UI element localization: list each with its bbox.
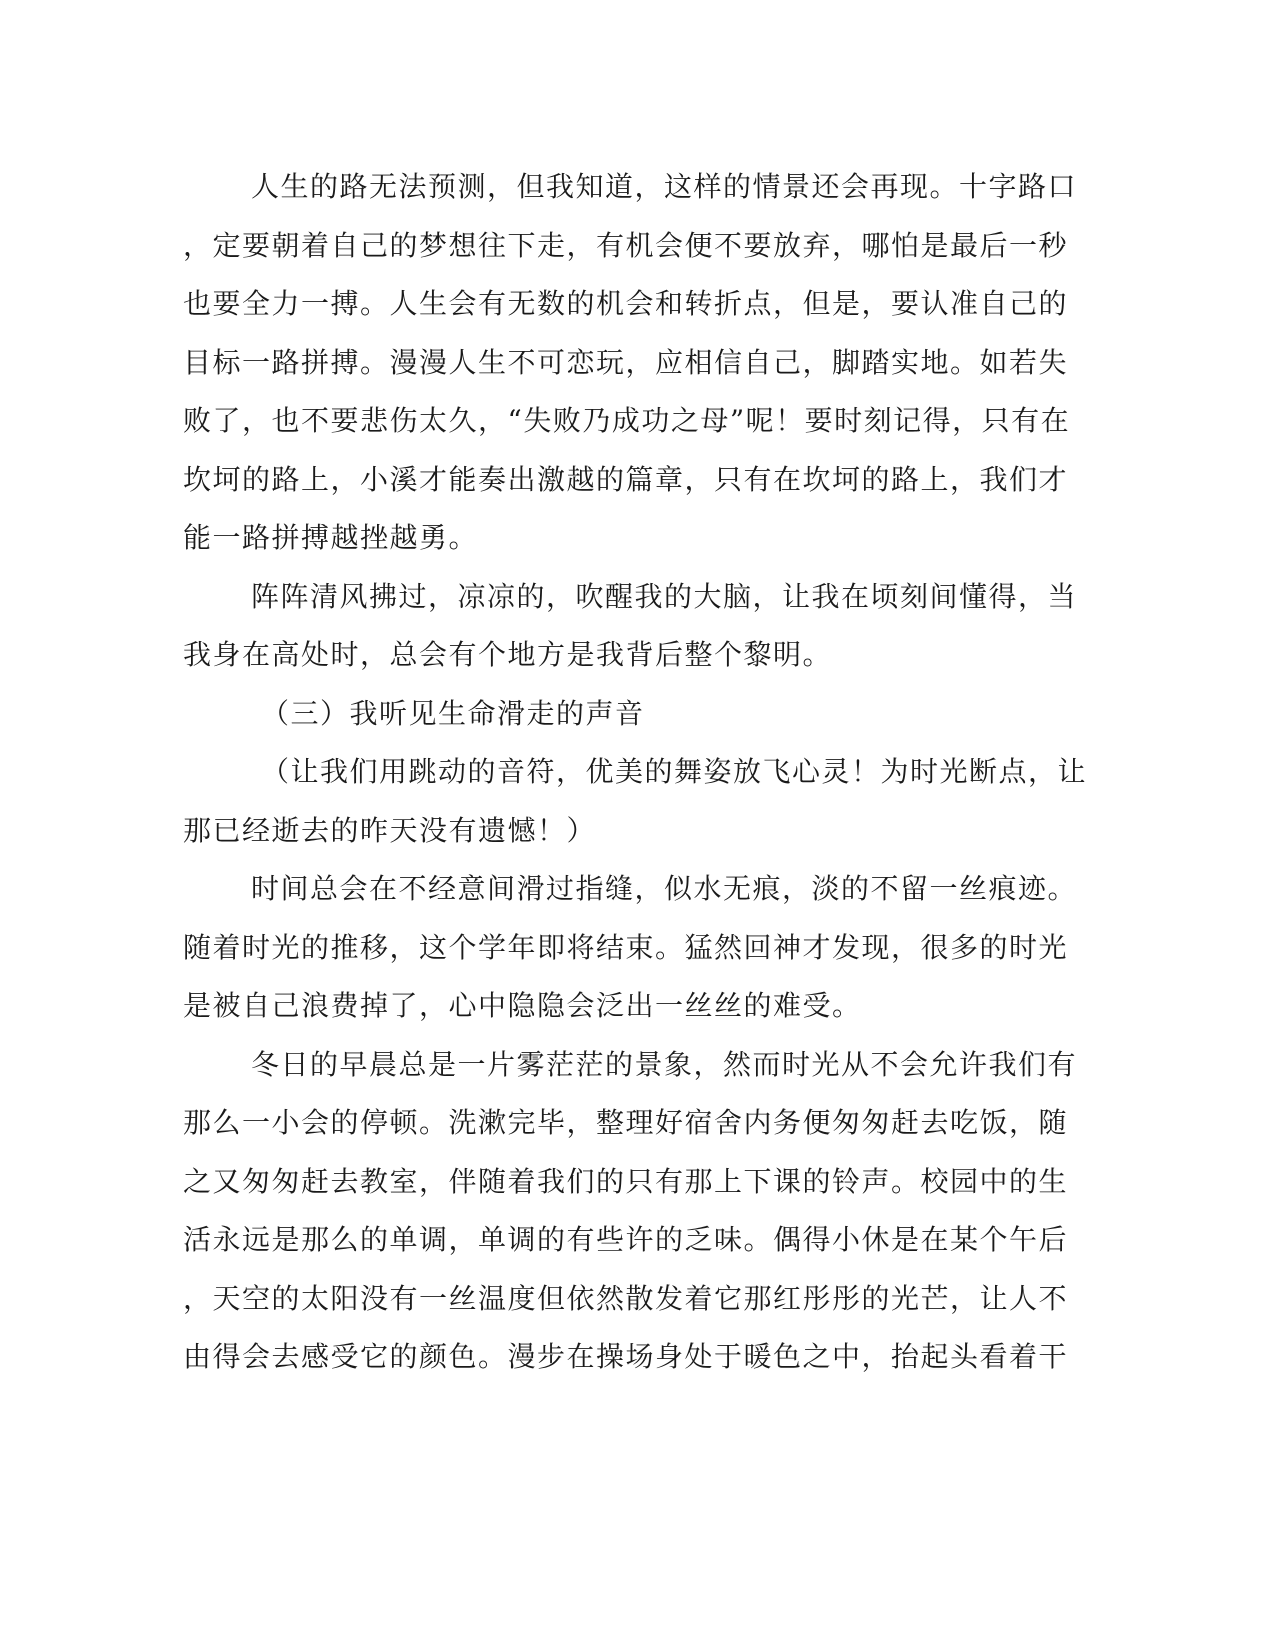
paragraph-line: 冬日的早晨总是一片雾茫茫的景象，然而时光从不会允许我们有 xyxy=(251,1047,1078,1081)
paragraph-line: 是被自己浪费掉了，心中隐隐会泛出一丝丝的难受。 xyxy=(183,989,862,1022)
section-heading: （三）我听见生命滑走的声音 xyxy=(261,696,645,730)
paragraph-line: 目标一路拼搏。漫漫人生不可恋玩，应相信自己，脚踏实地。如若失 xyxy=(183,345,1069,379)
paragraph-line: （让我们用跳动的音符，优美的舞姿放飞心灵！为时光断点，让 xyxy=(261,755,1088,788)
paragraph-line: 由得会去感受它的颜色。漫步在操场身处于暖色之中，抬起头看着干 xyxy=(183,1340,1069,1373)
paragraph-line: 能一路拼搏越挫越勇。 xyxy=(183,521,479,554)
paragraph-line: 人生的路无法预测，但我知道，这样的情景还会再现。十字路口 xyxy=(251,170,1078,203)
paragraph-line: 之又匆匆赶去教室，伴随着我们的只有那上下课的铃声。校园中的生 xyxy=(183,1164,1069,1198)
paragraph-line: 时间总会在不经意间滑过指缝，似水无痕，淡的不留一丝痕迹。 xyxy=(251,872,1078,905)
paragraph-line: 阵阵清风拂过，凉凉的，吹醒我的大脑，让我在顷刻间懂得，当 xyxy=(251,579,1078,613)
paragraph-line: 随着时光的推移，这个学年即将结束。猛然回神才发现，很多的时光 xyxy=(183,930,1069,964)
paragraph-line: ，天空的太阳没有一丝温度但依然散发着它那红彤彤的光芒，让人不 xyxy=(183,1281,1069,1315)
paragraph-line: 那么一小会的停顿。洗漱完毕，整理好宿舍内务便匆匆赶去吃饭，随 xyxy=(183,1106,1069,1139)
paragraph-line: 那已经逝去的昨天没有遗憾！） xyxy=(183,813,597,847)
paragraph-line: 也要全力一搏。人生会有无数的机会和转折点，但是，要认准自己的 xyxy=(183,287,1069,320)
body-text xyxy=(183,158,1088,1387)
paragraph-line: ，定要朝着自己的梦想往下走，有机会便不要放弃，哪怕是最后一秒 xyxy=(183,228,1069,262)
paragraph-line: 我身在高处时，总会有个地方是我背后整个黎明。 xyxy=(183,638,833,671)
paragraph-line: 活永远是那么的单调，单调的有些许的乏味。偶得小休是在某个午后 xyxy=(183,1223,1069,1256)
paragraph-line: 败了，也不要悲伤太久，“失败乃成功之母”呢！要时刻记得，只有在 xyxy=(183,404,1071,437)
paragraph-line: 坎坷的路上，小溪才能奏出激越的篇章，只有在坎坷的路上，我们才 xyxy=(183,462,1069,496)
